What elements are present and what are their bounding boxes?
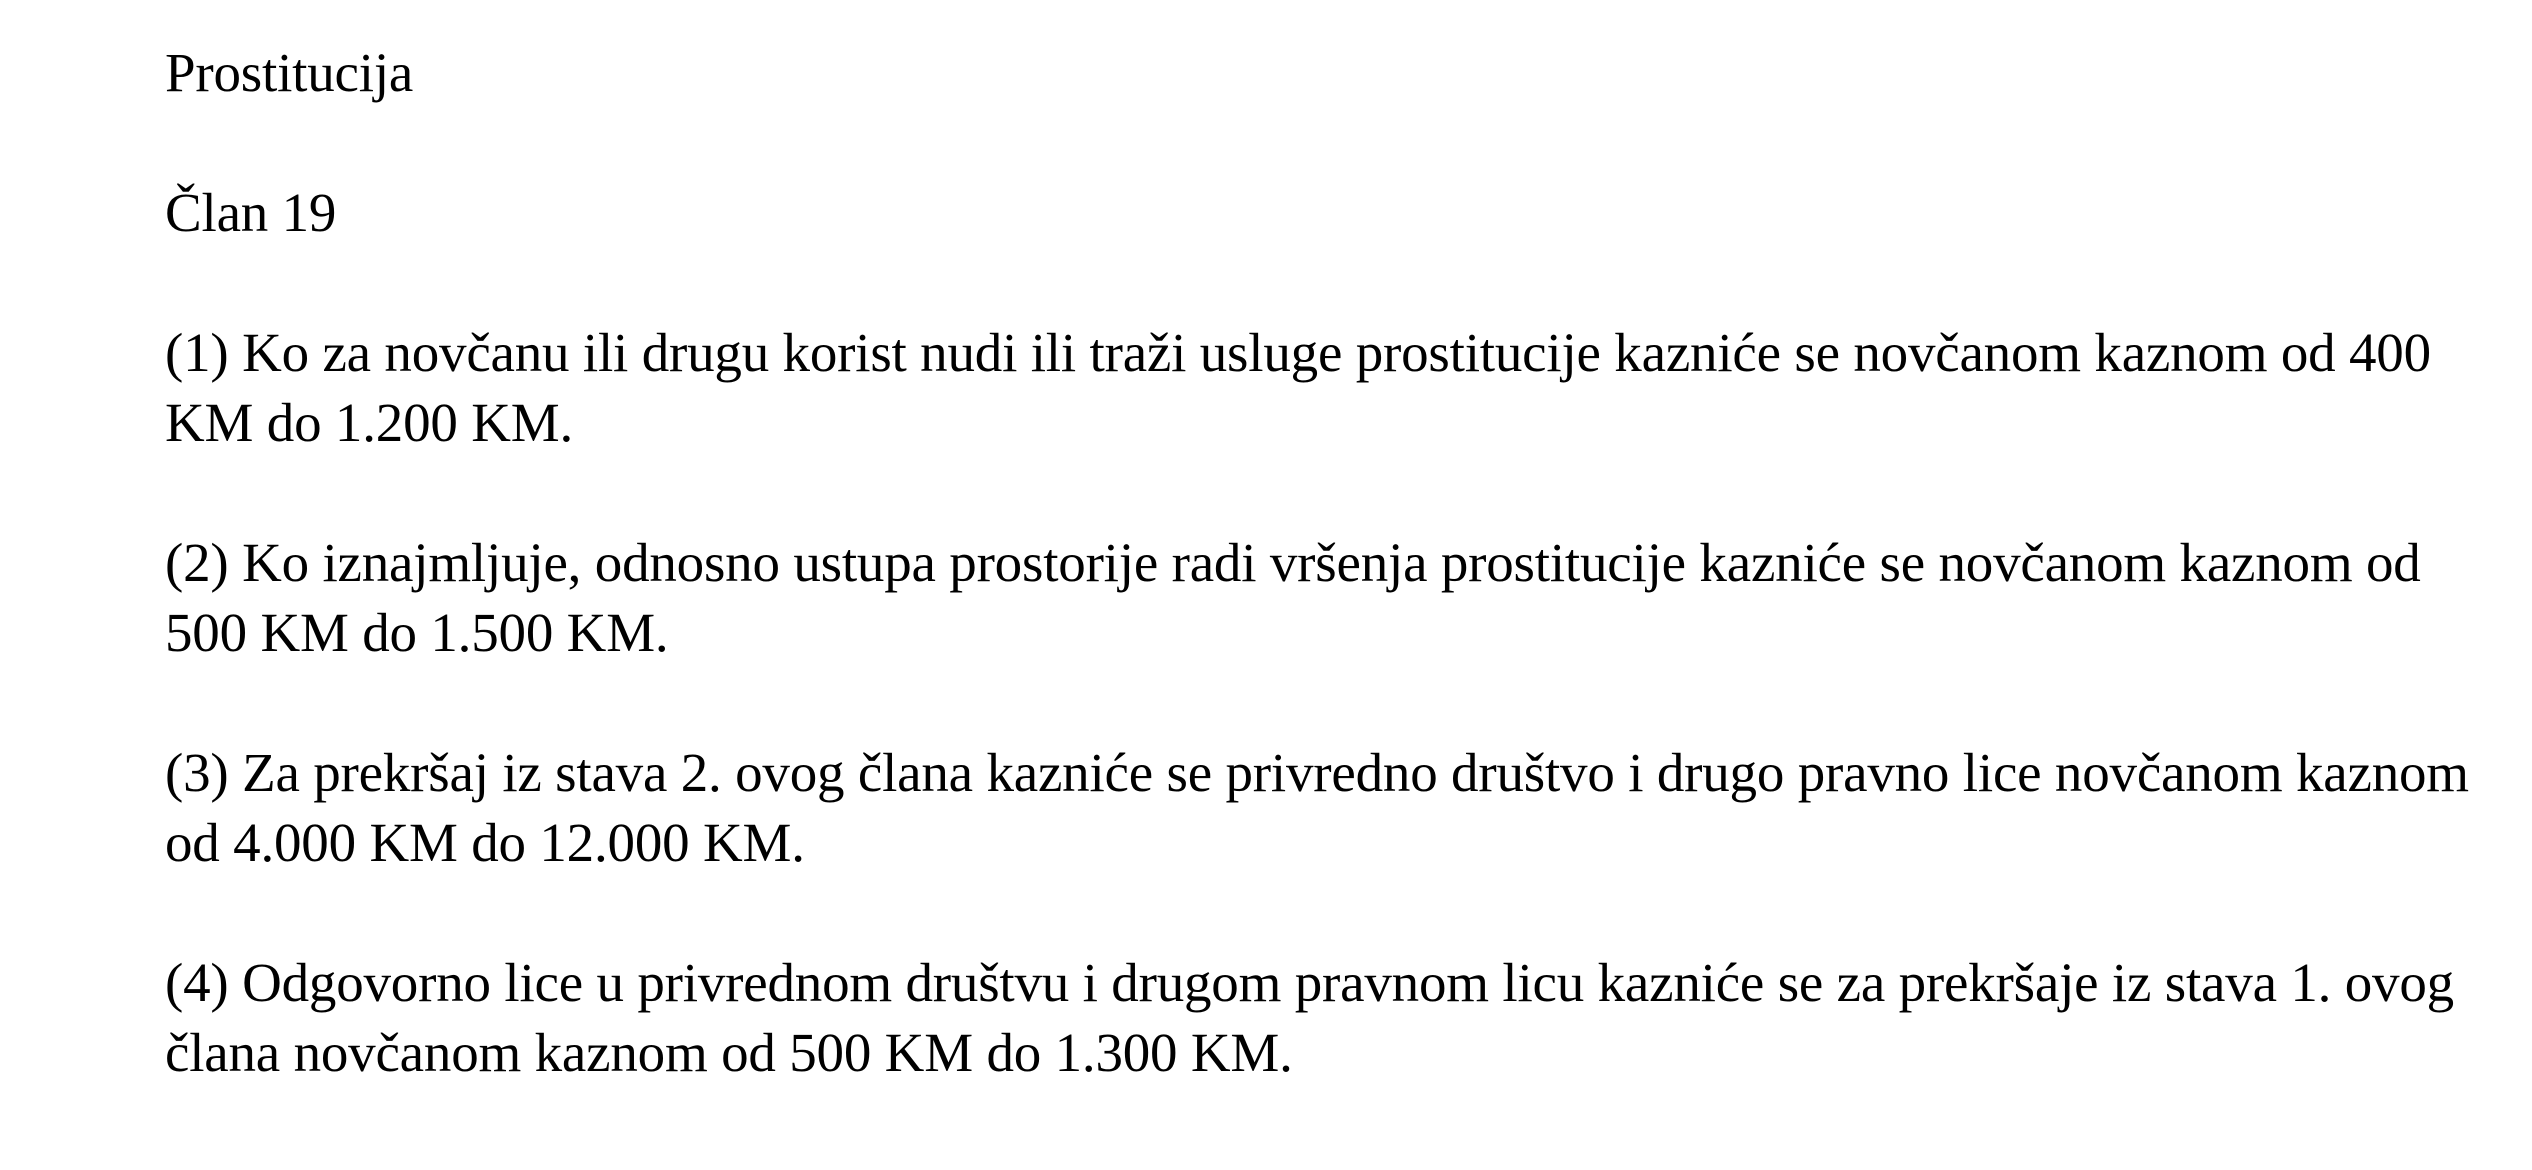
article-number: Član 19 xyxy=(165,182,337,243)
article-paragraph-2: (2) Ko iznajmljuje, odnosno ustupa prostorije radi vršenja prostitucije kazniće se novčanom kaznom od 500 KM do 1.500 KM. xyxy=(165,532,2421,663)
article-paragraph-1: (1) Ko za novčanu ili drugu korist nudi ili traži usluge prostitucije kazniće se novčanom kaznom od 400 KM do 1.200 KM. xyxy=(165,322,2431,453)
document-title: Prostitucija xyxy=(165,42,414,103)
article-paragraph-3: (3) Za prekršaj iz stava 2. ovog člana kazniće se privredno društvo i drugo pravno lice novčanom kaznom od 4.000 KM do 12.000 KM. xyxy=(165,742,2469,873)
article-paragraph-4: (4) Odgovorno lice u privrednom društvu i drugom pravnom licu kazniće se za prekršaje iz stava 1. ovog člana novčanom kaznom od 500 KM do 1.300 KM. xyxy=(165,952,2454,1083)
document-page xyxy=(165,38,2475,1088)
